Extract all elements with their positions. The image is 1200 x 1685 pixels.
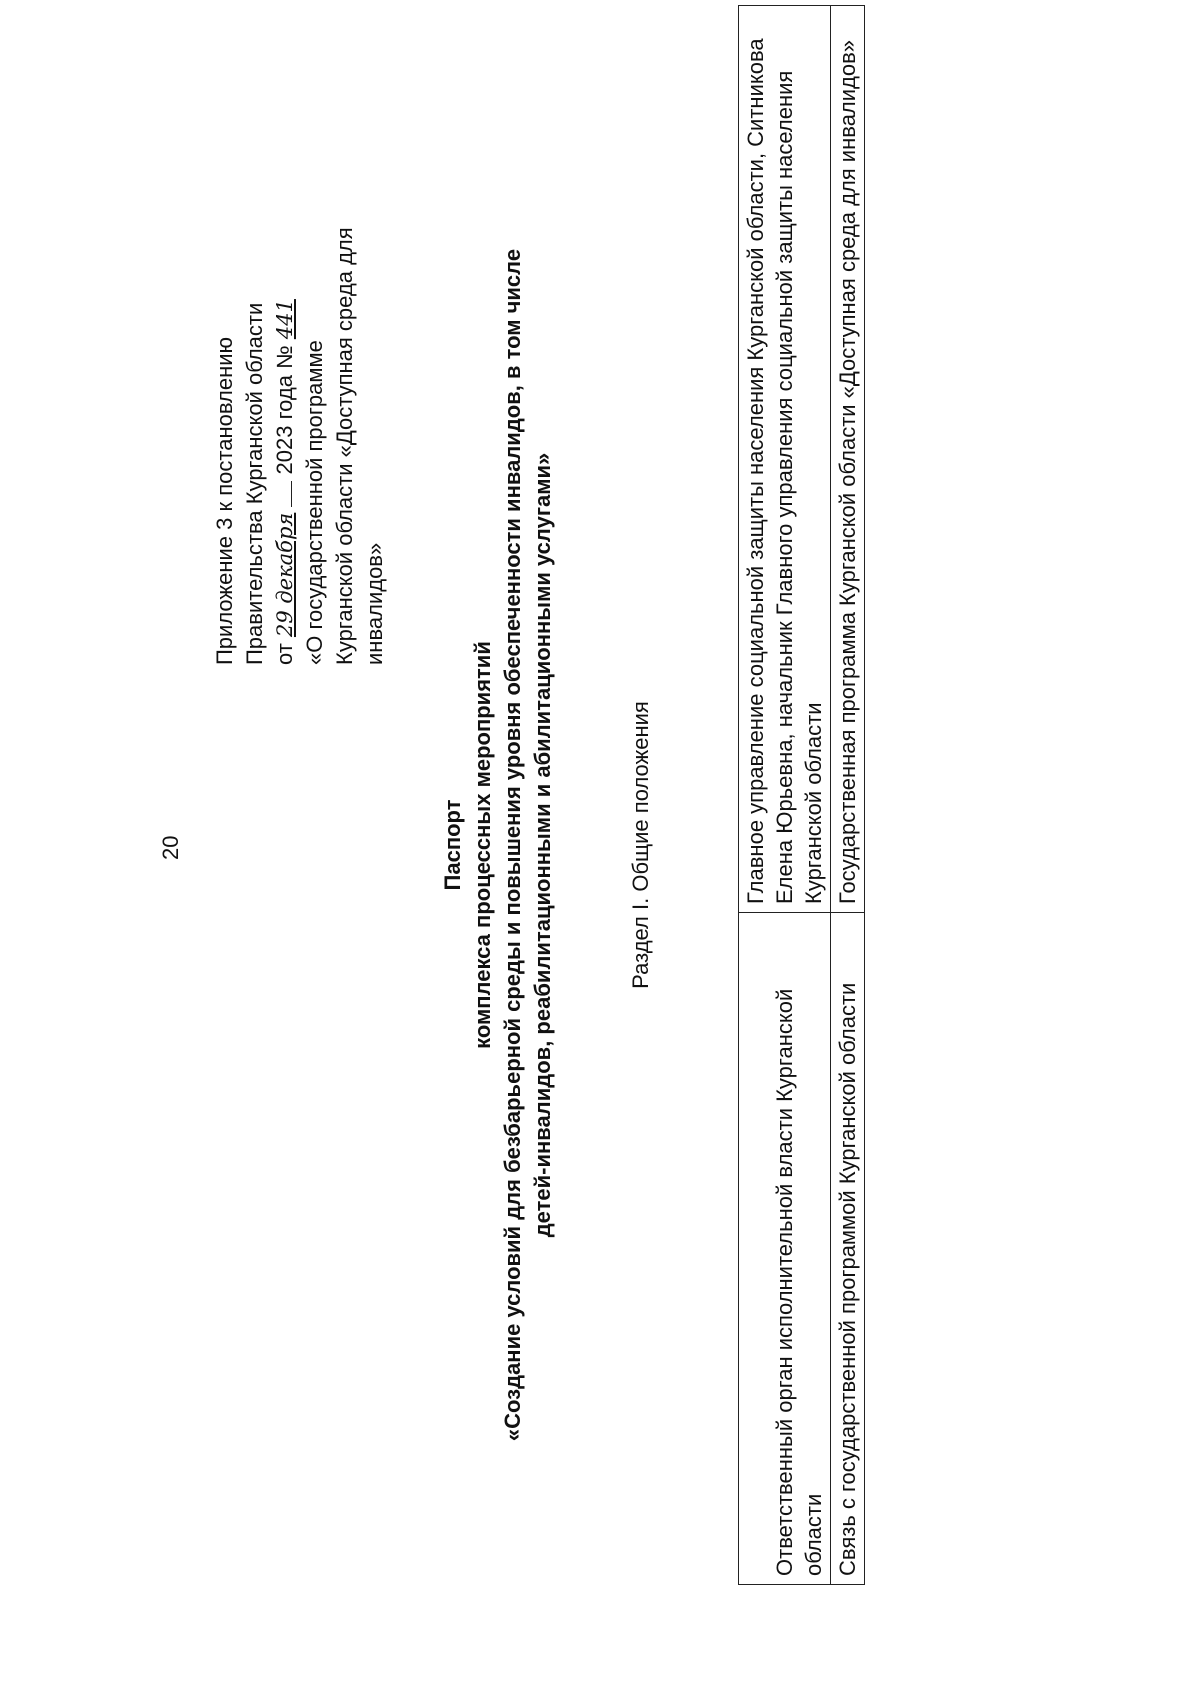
appendix-date-prefix: от (272, 643, 297, 665)
table-cell-value: Главное управление социальной защиты населения Курганской области, Ситникова Елена Юрьевна, начальник Главного управления социальной защиты населения Курганской области (739, 6, 831, 913)
section-heading: Раздел I. Общие положения (628, 701, 653, 989)
table-cell-label: Связь с государственной программой Курганской области (831, 913, 865, 1585)
title-line-2: комплекса процессных мероприятий (470, 641, 495, 1049)
document-title (438, 45, 558, 1645)
date-underline (291, 481, 292, 507)
handwritten-date: 29 декабря (273, 512, 297, 638)
table-row (831, 6, 865, 1585)
appendix-line-5: Курганской области «Доступная среда для (332, 227, 357, 665)
appendix-line-3 (270, 205, 300, 665)
appendix-line-2: Правительства Курганской области (242, 302, 267, 665)
title-line-3: «Создание условий для безбарьерной среды и повышения уровня обеспеченности инвалидов, в том числе (500, 248, 525, 1442)
table-row (739, 6, 831, 1585)
appendix-year-number-label: 2023 года № (272, 345, 297, 475)
table-cell-value: Государственная программа Курганской области «Доступная среда для инвалидов» (831, 6, 865, 913)
appendix-block (210, 205, 390, 665)
appendix-line-6: инвалидов» (362, 542, 387, 665)
passport-table (738, 5, 865, 1585)
handwritten-number: 441 (273, 299, 297, 340)
appendix-line-1: Приложение 3 к постановлению (212, 336, 237, 665)
appendix-line-4: «О государственной программе (302, 340, 327, 665)
page-number: 20 (158, 835, 183, 860)
title-line-1: Паспорт (440, 799, 465, 891)
table-cell-label: Ответственный орган исполнительной власти Курганской области (739, 913, 831, 1585)
title-line-4: детей-инвалидов, реабилитационными и абилитационными услугами» (530, 452, 555, 1238)
